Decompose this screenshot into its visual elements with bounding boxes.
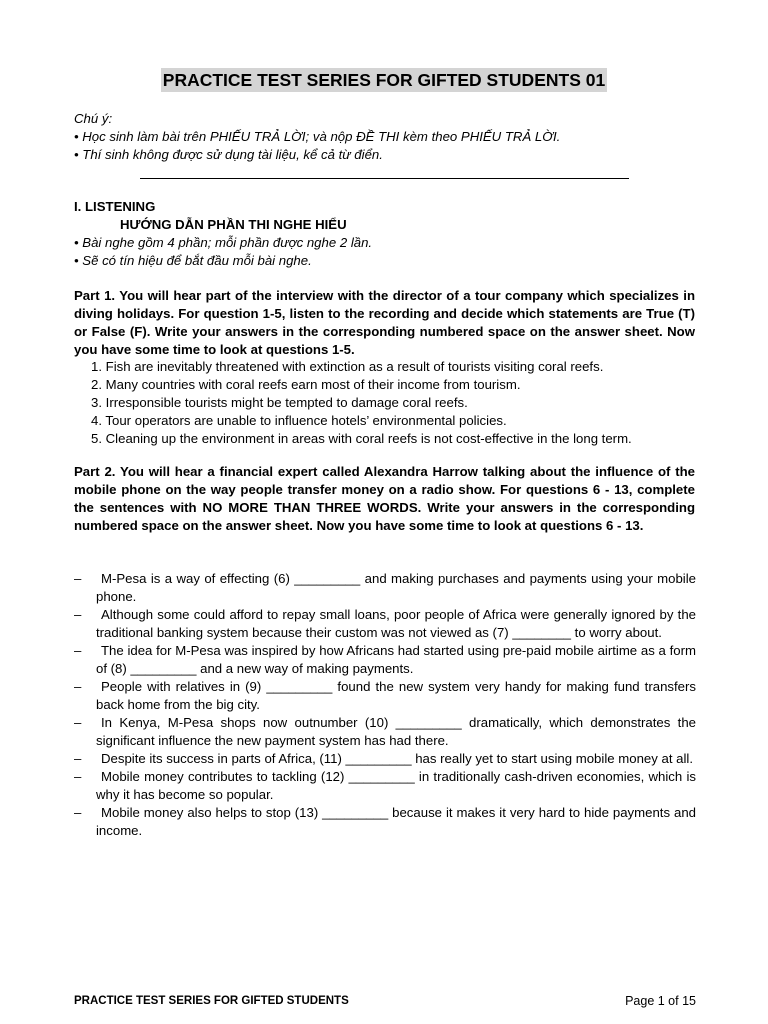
gap-fill-text: Despite its success in parts of Africa, (11) _________ has really yet to start using mobile money at all. [101, 751, 694, 766]
dash-bullet: – [74, 571, 82, 586]
dash-bullet: – [74, 751, 82, 766]
dash-bullet: – [74, 805, 82, 820]
gap-fill-text: People with relatives in (9) _________ found the new system very handy for making fund transfers back home from the big city. [96, 679, 696, 712]
gap-fill-item [74, 714, 696, 750]
gap-fill-item [74, 642, 696, 678]
notes-block [74, 110, 696, 164]
divider [140, 178, 629, 179]
part1-instruction: Part 1. You will hear part of the interview with the director of a tour company which specializes in diving holidays. For question 1-5, listen to the recording and decide which statements are True (T) or False (F). Write your answers in the corresponding numbered space on the answer sheet. Now you have some time to look at questions 1-5. [74, 288, 695, 357]
notes-line: • Học sinh làm bài trên PHIẾU TRẢ LỜI; và nộp ĐỀ THI kèm theo PHIẾU TRẢ LỜI. [74, 129, 561, 144]
part1-section [74, 287, 695, 359]
gap-fill-text: In Kenya, M-Pesa shops now outnumber (10) _________ dramatically, which demonstrates the significant influence the new payment system has had there. [96, 715, 696, 748]
section-title: I. LISTENING [74, 199, 156, 214]
part1-questions [74, 358, 696, 448]
listening-instruction: • Sẽ có tín hiệu để bắt đầu mỗi bài nghe. [74, 253, 312, 268]
dash-bullet: – [74, 607, 82, 622]
gap-fill-text: Although some could afford to repay small loans, poor people of Africa were generally ignored by the traditional banking system because their custom was not viewed as (7) ________ to worry about. [96, 607, 696, 640]
gap-fill-item [74, 750, 696, 768]
part2-items [74, 570, 696, 840]
page-number: Page 1 of 15 [625, 994, 696, 1008]
question-item: 2. Many countries with coral reefs earn most of their income from tourism. [91, 377, 521, 392]
listening-instruction: • Bài nghe gồm 4 phần; mỗi phần được nghe 2 lần. [74, 235, 373, 250]
notes-line: • Thí sinh không được sử dụng tài liệu, kể cả từ điển. [74, 147, 383, 162]
gap-fill-item [74, 678, 696, 714]
listening-section [74, 198, 696, 270]
page-title: PRACTICE TEST SERIES FOR GIFTED STUDENTS 01 [162, 70, 606, 90]
question-item: 3. Irresponsible tourists might be tempted to damage coral reefs. [91, 395, 468, 410]
listening-subheading: HƯỚNG DẪN PHẦN THI NGHE HIỂU [120, 217, 347, 232]
gap-fill-item [74, 768, 696, 804]
dash-bullet: – [74, 679, 82, 694]
part2-instruction: Part 2. You will hear a financial expert called Alexandra Harrow talking about the influence of the mobile phone on the way people transfer money on a radio show. For questions 6 - 13, complete the sentences with NO MORE THAN THREE WORDS. Write your answers in the corresponding numbered space on the answer sheet. Now you have some time to look at questions 6 - 13. [74, 464, 695, 533]
gap-fill-item [74, 606, 696, 642]
page-footer [74, 992, 696, 1010]
notes-heading: Chú ý: [74, 111, 113, 126]
question-item: 5. Cleaning up the environment in areas with coral reefs is not cost-effective in the long term. [91, 431, 632, 446]
gap-fill-text: The idea for M-Pesa was inspired by how Africans had started using pre-paid mobile airtime as a form of (8) _________ and a new way of making payments. [96, 643, 696, 676]
footer-title: PRACTICE TEST SERIES FOR GIFTED STUDENTS [74, 995, 349, 1007]
gap-fill-item [74, 570, 696, 606]
gap-fill-text: M-Pesa is a way of effecting (6) _________ and making purchases and payments using your mobile phone. [96, 571, 696, 604]
gap-fill-text: Mobile money contributes to tackling (12) _________ in traditionally cash-driven economies, which is why it has become so popular. [96, 769, 696, 802]
gap-fill-text: Mobile money also helps to stop (13) _________ because it makes it very hard to hide payments and income. [96, 805, 696, 838]
question-item: 4. Tour operators are unable to influence hotels’ environmental policies. [91, 413, 507, 428]
part2-section [74, 463, 695, 535]
dash-bullet: – [74, 715, 82, 730]
question-item: 1. Fish are inevitably threatened with extinction as a result of tourists visiting coral reefs. [91, 359, 604, 374]
title-area [0, 68, 768, 92]
dash-bullet: – [74, 769, 82, 784]
dash-bullet: – [74, 643, 82, 658]
gap-fill-item [74, 804, 696, 840]
